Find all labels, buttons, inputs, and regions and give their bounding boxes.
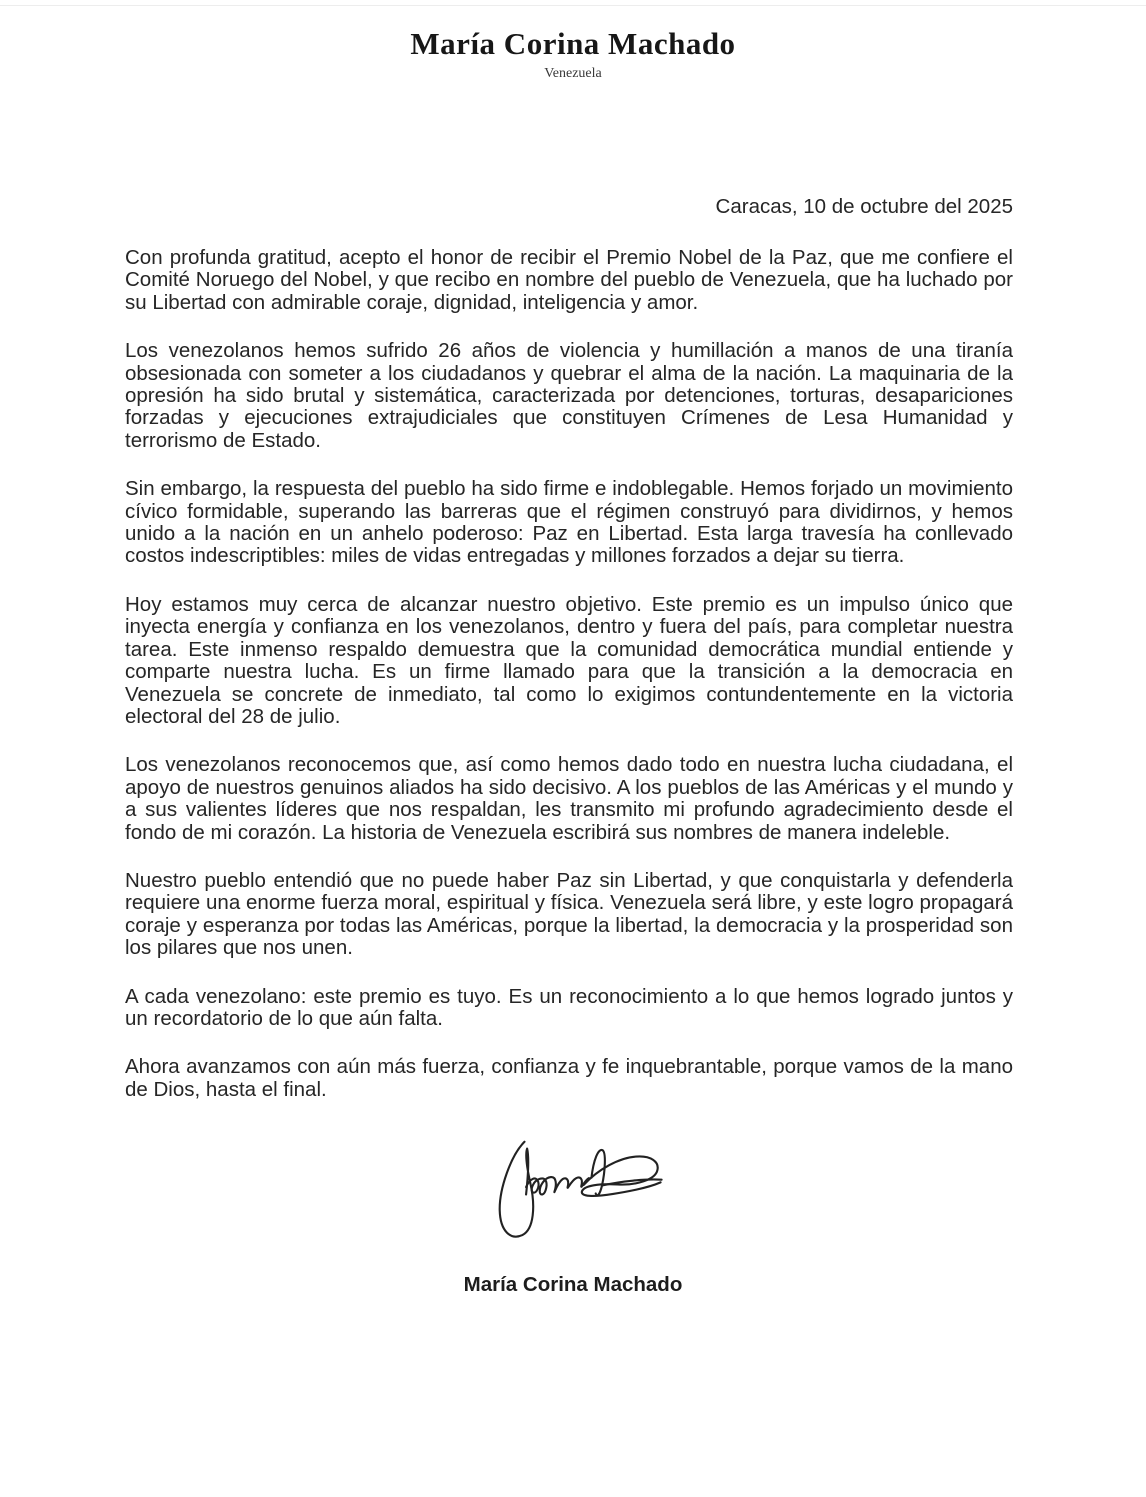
- paragraph-2: Los venezolanos hemos sufrido 26 años de violencia y humillación a manos de una tiranía obsesionada con someter a los ciudadanos y quebrar el alma de la nación. La maquinaria de la opresión ha sido brutal y sistemática, caracterizada por detenciones, torturas, desapariciones forzadas y ejecuciones extrajudiciales que constituyen Crímenes de Lesa Humanidad y terrorismo de Estado.: [125, 339, 1013, 452]
- letterhead-country: Venezuela: [544, 66, 602, 81]
- letterhead-name: María Corina Machado: [410, 26, 736, 61]
- paragraph-1: Con profunda gratitud, acepto el honor de recibir el Premio Nobel de la Paz, que me confiere el Comité Noruego del Nobel, y que recibo en nombre del pueblo de Venezuela, que ha luchado por su Libertad con admirable coraje, dignidad, inteligencia y amor.: [125, 246, 1013, 314]
- paragraph-4: Hoy estamos muy cerca de alcanzar nuestro objetivo. Este premio es un impulso único que inyecta energía y confianza en los venezolanos, dentro y fuera del país, para completar nuestra tarea. Este inmenso respaldo demuestra que la comunidad democrática mundial entiende y comparte nuestra lucha. Es un firme llamado para que la transición a la democracia en Venezuela se concrete de inmediato, tal como lo exigimos contundentemente en la victoria electoral del 28 de julio.: [125, 592, 1013, 728]
- signature-block: [0, 1127, 1146, 1297]
- paragraph-5: Los venezolanos reconocemos que, así como hemos dado todo en nuestra lucha ciudadana, el apoyo de nuestros genuinos aliados ha sido decisivo. A los pueblos de las Américas y el mundo y a sus valientes líderes que nos respaldan, les transmito mi profundo agradecimiento desde el fondo de mi corazón. La historia de Venezuela escribirá sus nombres de manera indeleble.: [125, 753, 1013, 844]
- paragraph-8: Ahora avanzamos con aún más fuerza, confianza y fe inquebrantable, porque vamos de la mano de Dios, hasta el final.: [125, 1055, 1013, 1101]
- letter-body: [0, 247, 1146, 1101]
- paragraph-3: Sin embargo, la respuesta del pueblo ha sido firme e indoblegable. Hemos forjado un movimiento cívico formidable, superando las barreras que el régimen construyó para dividirnos, y hemos unido a la nación en un anhelo poderoso: Paz en Libertad. Esta larga travesía ha conllevado costos indescriptibles: miles de vidas entregadas y millones forzados a dejar su tierra.: [125, 477, 1013, 568]
- dateline: Caracas, 10 de octubre del 2025: [715, 195, 1013, 218]
- signature-image: [483, 1127, 663, 1243]
- paragraph-6: Nuestro pueblo entendió que no puede haber Paz sin Libertad, y que conquistarla y defenderla requiere una enorme fuerza moral, espiritual y física. Venezuela será libre, y este logro propagará coraje y esperanza por todas las Américas, porque la libertad, la democracia y la prosperidad son los pilares que nos unen.: [125, 868, 1013, 960]
- signatory-name: María Corina Machado: [463, 1273, 683, 1297]
- paragraph-7: A cada venezolano: este premio es tuyo. Es un reconocimiento a lo que hemos logrado juntos y un recordatorio de lo que aún falta.: [125, 984, 1013, 1030]
- letterhead: [0, 0, 1146, 83]
